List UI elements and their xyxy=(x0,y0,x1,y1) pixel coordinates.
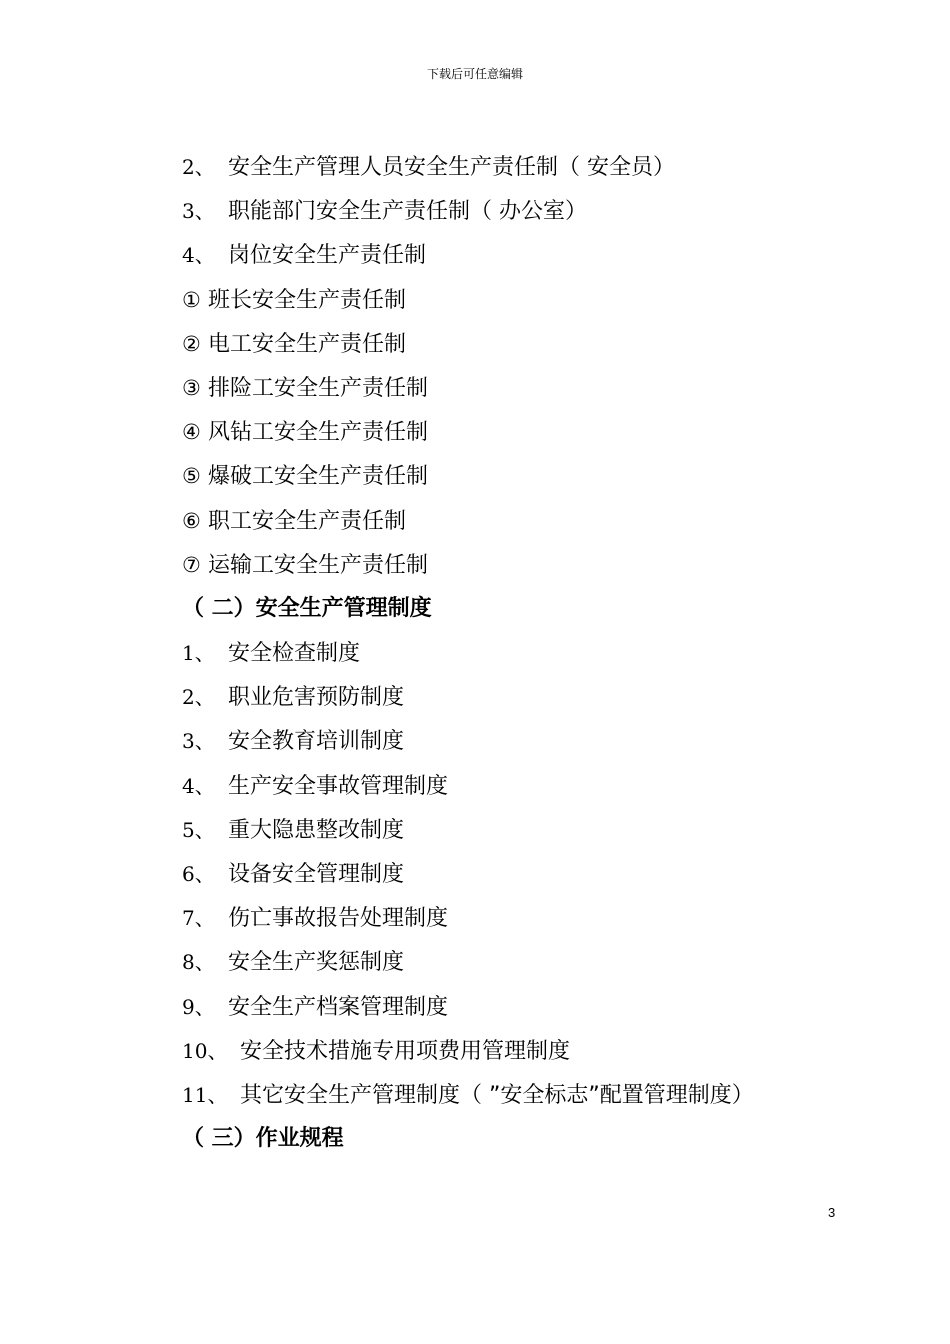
circled-number: ⑦ xyxy=(182,552,201,577)
item-number: 4、 xyxy=(182,773,215,798)
circled-number: ① xyxy=(182,287,201,312)
item-text: 安全技术措施专用项费用管理制度 xyxy=(240,1038,571,1064)
list-item xyxy=(182,808,872,852)
page-number: 3 xyxy=(828,1205,836,1220)
item-text: 班长安全生产责任制 xyxy=(208,287,407,313)
item-text: 安全生产管理人员安全生产责任制（ 安全员） xyxy=(228,155,675,180)
item-text: 安全生产档案管理制度 xyxy=(228,994,449,1020)
item-number: 2、 xyxy=(182,155,215,179)
sub-item xyxy=(182,278,872,322)
list-item xyxy=(182,1073,872,1117)
list-item xyxy=(182,1029,872,1073)
item-number: 7、 xyxy=(182,906,215,931)
list-item xyxy=(182,233,872,277)
item-text: 其它安全生产管理制度（ ”安全标志”配置管理制度） xyxy=(240,1082,754,1108)
list-item xyxy=(182,631,872,675)
sub-item xyxy=(182,410,872,454)
item-number: 8、 xyxy=(182,950,215,975)
item-number: 9、 xyxy=(182,994,215,1019)
item-text: 职业危害预防制度 xyxy=(228,685,405,711)
list-item xyxy=(182,675,872,719)
item-text: 风钻工安全生产责任制 xyxy=(208,420,429,446)
sub-item xyxy=(182,543,872,587)
item-text: 爆破工安全生产责任制 xyxy=(208,464,429,490)
circled-number: ② xyxy=(182,331,201,356)
section-heading: （ 二）安全生产管理制度 xyxy=(182,595,432,621)
circled-number: ④ xyxy=(182,420,201,445)
item-text: 伤亡事故报告处理制度 xyxy=(228,906,449,932)
item-number: 2、 xyxy=(182,685,215,710)
list-item xyxy=(182,189,872,233)
item-number: 4、 xyxy=(182,243,215,268)
list-item xyxy=(182,764,872,808)
list-item xyxy=(182,852,872,896)
sub-item xyxy=(182,499,872,543)
item-text: 职能部门安全生产责任制（ 办公室） xyxy=(228,199,587,225)
sub-item xyxy=(182,322,872,366)
list-item xyxy=(182,719,872,763)
sub-item xyxy=(182,454,872,498)
item-text: 运输工安全生产责任制 xyxy=(208,552,429,578)
item-number: 1、 xyxy=(182,641,215,666)
section-heading: （ 三）作业规程 xyxy=(182,1126,344,1152)
item-text: 安全检查制度 xyxy=(228,641,361,667)
list-item xyxy=(182,896,872,940)
item-number: 5、 xyxy=(182,817,215,842)
sub-item xyxy=(182,366,872,410)
document-body xyxy=(182,145,872,1161)
item-text: 设备安全管理制度 xyxy=(228,862,405,887)
item-text: 安全教育培训制度 xyxy=(228,729,405,755)
item-text: 电工安全生产责任制 xyxy=(208,331,407,357)
item-text: 职工安全生产责任制 xyxy=(208,508,407,534)
item-text: 安全生产奖惩制度 xyxy=(228,950,405,976)
list-item xyxy=(182,985,872,1029)
item-text: 生产安全事故管理制度 xyxy=(228,773,449,799)
item-text: 重大隐患整改制度 xyxy=(228,817,405,843)
header-note: 下载后可任意编辑 xyxy=(426,67,523,81)
circled-number: ⑥ xyxy=(182,508,201,533)
item-number: 10、 xyxy=(182,1038,228,1063)
item-text: 排险工安全生产责任制 xyxy=(208,375,429,401)
item-number: 11、 xyxy=(182,1082,228,1107)
item-text: 岗位安全生产责任制 xyxy=(228,243,427,269)
circled-number: ③ xyxy=(182,375,201,400)
list-item xyxy=(182,145,872,189)
item-number: 3、 xyxy=(182,729,215,754)
item-number: 6、 xyxy=(182,862,215,886)
circled-number: ⑤ xyxy=(182,464,201,489)
list-item xyxy=(182,940,872,984)
item-number: 3、 xyxy=(182,199,215,224)
